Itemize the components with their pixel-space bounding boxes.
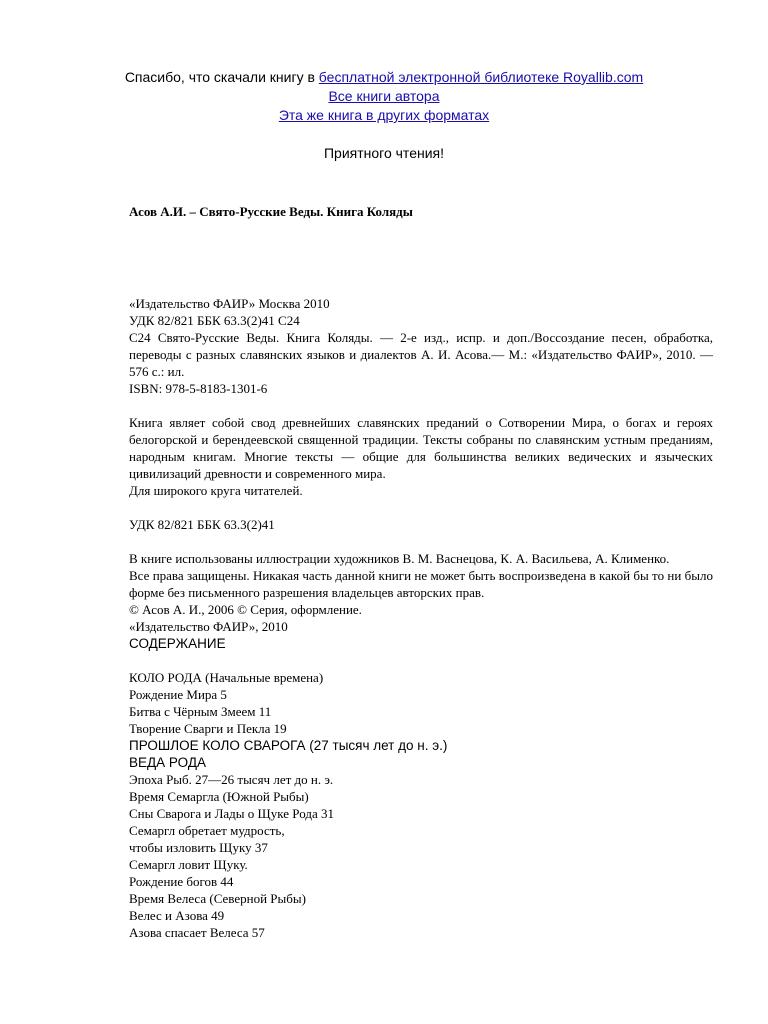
toc-entry: Время Семаргла (Южной Рыбы) [129,789,309,804]
book-body [129,203,713,941]
other-formats-link[interactable]: Эта же книга в других форматах [278,107,490,123]
toc-entry: Рождение богов 44 [129,874,234,889]
toc-entry: Время Велеса (Северной Рыбы) [129,891,306,906]
toc-part-veda-roda: ВЕДА РОДА [129,755,206,770]
enjoy-reading: Приятного чтения! [323,145,444,161]
thanks-text: Спасибо, что скачали книгу в [124,69,319,85]
book-title: Асов А.И. – Свято-Русские Веды. Книга Коляды [129,204,413,219]
thanks-line [0,68,768,87]
toc-entry: Велес и Азова 49 [129,908,225,923]
library-link[interactable]: бесплатной электронной библиотеке Royallib.com [318,69,644,85]
toc-entry: Рождение Мира 5 [129,687,227,702]
audience-line: Для широкого круга читателей. [129,483,303,498]
udk-line: УДК 82/821 ББК 63.3(2)41 С24 [129,313,300,328]
toc-entry: Сны Сварога и Лады о Щуке Рода 31 [129,806,334,821]
toc-part-kolo-svaroga: ПРОШЛОЕ КОЛО СВАРОГА (27 тысяч лет до н. э.) [129,738,448,753]
toc-entry: Эпоха Рыб. 27—26 тысяч лет до н. э. [129,772,334,787]
toc-entry: Семаргл обретает мудрость, [129,823,285,838]
publisher-copyright: «Издательство ФАИР», 2010 [129,619,288,634]
illustrations-credit: В книге использованы иллюстрации художников В. М. Васнецова, К. А. Васильева, А. Клименко. [129,551,670,566]
download-header [0,68,768,163]
isbn: ISBN: 978-5-8183-1301-6 [129,381,268,396]
contents-heading: СОДЕРЖАНИЕ [129,636,226,651]
udk-repeat: УДК 82/821 ББК 63.3(2)41 [129,517,275,532]
toc-entry: Творение Сварги и Пекла 19 [129,721,287,736]
annotation-paragraph: Книга являет собой свод древнейших славянских преданий о Сотворении Мира, о богах и героях белогорской и берендеевской священной традиции. Тексты собраны по славянским устным преданиям, народным книгам. Многие тексты — общие для большинства великих ведических и языческих цивилизаций древности и современного мира. [129,415,713,481]
author-books-link[interactable]: Все книги автора [328,88,440,104]
toc-entry: чтобы изловить Щуку 37 [129,840,268,855]
toc-entry: Семаргл ловит Щуку. [129,857,248,872]
rights-notice: Все права защищены. Никакая часть данной книги не может быть воспроизведена в какой бы то ни было форме без письменного разрешения владельцев авторских прав. [129,568,713,600]
copyright-line: © Асов А. И., 2006 © Серия, оформление. [129,602,362,617]
toc-part-kolo-roda: КОЛО РОДА (Начальные времена) [129,670,324,685]
publisher-line: «Издательство ФАИР» Москва 2010 [129,296,330,311]
toc-entry: Азова спасает Велеса 57 [129,925,265,940]
toc-entry: Битва с Чёрным Змеем 11 [129,704,272,719]
bibliographic-description: С24 Свято-Русские Веды. Книга Коляды. — 2-е изд., испр. и доп./Воссоздание песен, обработка, переводы с разных славянских языков и диалектов А. И. Асова.— М.: «Издательство ФАИР», 2010. — 576 с.: ил. [129,330,713,379]
